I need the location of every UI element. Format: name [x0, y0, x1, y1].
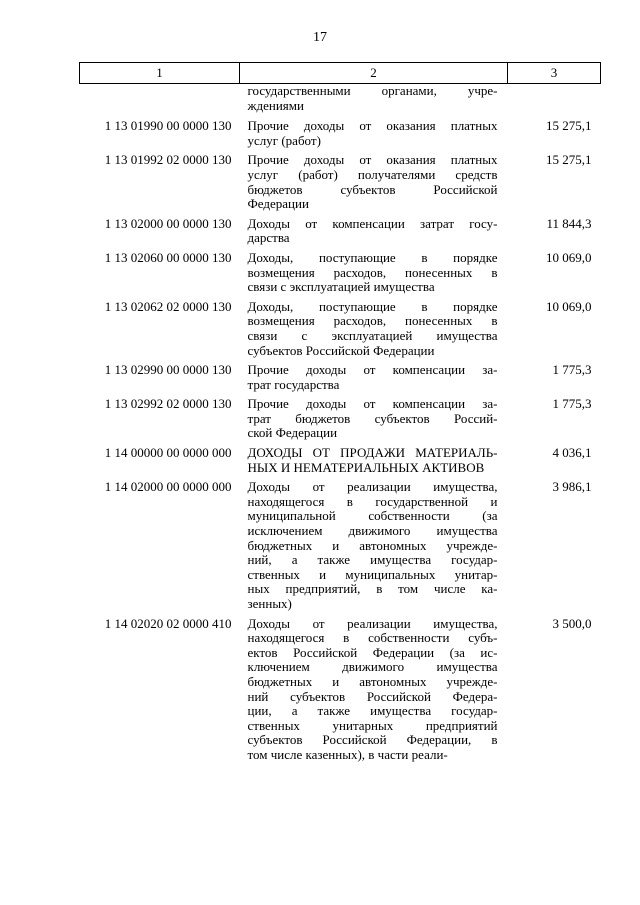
- row-name-line: том числе казенных), в части реали-: [247, 746, 448, 762]
- page-number: 17: [313, 30, 327, 45]
- row-name: [240, 446, 508, 480]
- row-name-line: возмещения расходов, понесенных в: [247, 264, 498, 280]
- row-amount: 4 036,1: [552, 445, 592, 461]
- row-name-line: ственных и муниципальных унитар-: [247, 566, 498, 582]
- row-code: 1 13 02062 02 0000 130: [104, 298, 232, 314]
- row-code: [80, 84, 240, 120]
- row-name-line: трат государства: [247, 376, 340, 392]
- row-name-line: Прочие доходы от оказания платных: [247, 118, 498, 134]
- row-amount: 3 986,1: [552, 479, 592, 495]
- row-code: 1 13 01992 02 0000 130: [104, 152, 232, 168]
- row-name-line: Прочие доходы от компенсации за-: [247, 396, 498, 412]
- row-name: [240, 251, 508, 300]
- row-name-line: муниципальной собственности (за: [247, 508, 498, 524]
- row-name-line: находящегося в государственной и: [247, 493, 498, 509]
- table-row: [80, 251, 601, 300]
- row-amount: 11 844,3: [546, 215, 592, 231]
- row-name: [240, 480, 508, 616]
- table-row: [80, 397, 601, 446]
- row-name-line: бюджетных и автономных учрежде-: [247, 537, 498, 553]
- row-code: 1 14 02000 00 0000 000: [104, 479, 232, 495]
- row-name-line: трат бюджетов субъектов Россий-: [247, 410, 498, 426]
- table-row: [80, 363, 601, 397]
- row-name-line: ний субъектов Российской Федера-: [247, 688, 498, 704]
- row-name-line: исключением движимого имущества: [247, 523, 498, 539]
- row-name-line: Доходы, поступающие в порядке: [247, 298, 498, 314]
- row-name-line: ждениями: [247, 97, 304, 113]
- row-code: 1 13 02000 00 0000 130: [104, 215, 232, 231]
- table-row: [80, 217, 601, 251]
- revenue-table: [79, 62, 601, 768]
- column-header-name: 2: [240, 63, 508, 84]
- row-name: [240, 119, 508, 153]
- table-row: [80, 446, 601, 480]
- row-amount: 10 069,0: [546, 249, 592, 265]
- row-name-line: бюджетов субъектов Российской: [247, 181, 498, 197]
- row-name-line: ДОХОДЫ ОТ ПРОДАЖИ МАТЕРИАЛЬ-: [247, 445, 498, 461]
- row-name-line: НЫХ И НЕМАТЕРИАЛЬНЫХ АКТИВОВ: [247, 459, 485, 475]
- row-name: [240, 397, 508, 446]
- row-amount: 15 275,1: [546, 118, 592, 134]
- row-name: [240, 617, 508, 768]
- row-name-line: ции, а также имущества государ-: [247, 703, 498, 719]
- row-name-line: ской Федерации: [247, 425, 338, 441]
- row-name: [240, 153, 508, 216]
- row-name-line: услуг (работ) получателями средств: [247, 166, 498, 182]
- row-amount: 15 275,1: [546, 152, 592, 168]
- row-name-line: субъектов Российской Федерации: [247, 342, 435, 358]
- row-amount: 1 775,3: [552, 362, 592, 378]
- row-name: [240, 84, 508, 120]
- row-name-line: связи с эксплуатацией имущества: [247, 327, 498, 343]
- row-amount: 3 500,0: [552, 615, 592, 631]
- continued-row: [80, 84, 601, 120]
- table-row: [80, 153, 601, 216]
- row-code: 1 13 02990 00 0000 130: [104, 362, 232, 378]
- row-name-line: Доходы от реализации имущества,: [247, 479, 498, 495]
- row-amount: 1 775,3: [552, 396, 592, 412]
- row-name-line: связи с эксплуатацией имущества: [247, 279, 435, 295]
- row-name-line: зенных): [247, 596, 292, 611]
- row-name-line: ний, а также имущества государ-: [247, 552, 498, 568]
- row-code: 1 14 02020 02 0000 410: [104, 615, 232, 631]
- row-name-line: ственных унитарных предприятий: [247, 717, 498, 733]
- table-body: [80, 84, 601, 768]
- row-name-line: Федерации: [247, 196, 309, 212]
- row-name-line: Доходы от компенсации затрат госу-: [247, 215, 498, 231]
- column-header-code: 1: [80, 63, 240, 84]
- table-row: [80, 480, 601, 616]
- row-name-line: ных предприятий, в том числе ка-: [247, 581, 498, 597]
- column-header-amount: 3: [508, 63, 601, 84]
- row-name-line: Доходы, поступающие в порядке: [247, 249, 498, 265]
- row-name-line: Прочие доходы от оказания платных: [247, 152, 498, 168]
- row-name-line: Доходы от реализации имущества,: [247, 615, 498, 631]
- row-amount: 10 069,0: [546, 298, 592, 314]
- table-row: [80, 617, 601, 768]
- row-name: [240, 363, 508, 397]
- row-code: 1 13 02992 02 0000 130: [104, 396, 232, 412]
- row-name-line: находящегося в собственности субъ-: [247, 630, 498, 646]
- table-header-row: [80, 63, 601, 84]
- row-name: [240, 300, 508, 363]
- row-name-line: Прочие доходы от компенсации за-: [247, 362, 498, 378]
- row-name-line: дарства: [247, 230, 290, 246]
- row-amount: [508, 84, 601, 120]
- row-name: [240, 217, 508, 251]
- table-row: [80, 119, 601, 153]
- row-name-line: ключением движимого имущества: [247, 659, 498, 675]
- row-name-line: ектов Российской Федерации (за ис-: [247, 644, 498, 660]
- row-name-line: бюджетных и автономных учрежде-: [247, 673, 498, 689]
- row-name-line: государственными органами, учре-: [247, 83, 498, 98]
- row-name-line: возмещения расходов, понесенных в: [247, 313, 498, 329]
- row-code: 1 13 02060 00 0000 130: [104, 249, 232, 265]
- row-name-line: субъектов Российской Федерации, в: [247, 732, 498, 748]
- row-code: 1 14 00000 00 0000 000: [104, 445, 232, 461]
- row-name-line: услуг (работ): [247, 132, 321, 148]
- row-code: 1 13 01990 00 0000 130: [104, 118, 232, 134]
- table-row: [80, 300, 601, 363]
